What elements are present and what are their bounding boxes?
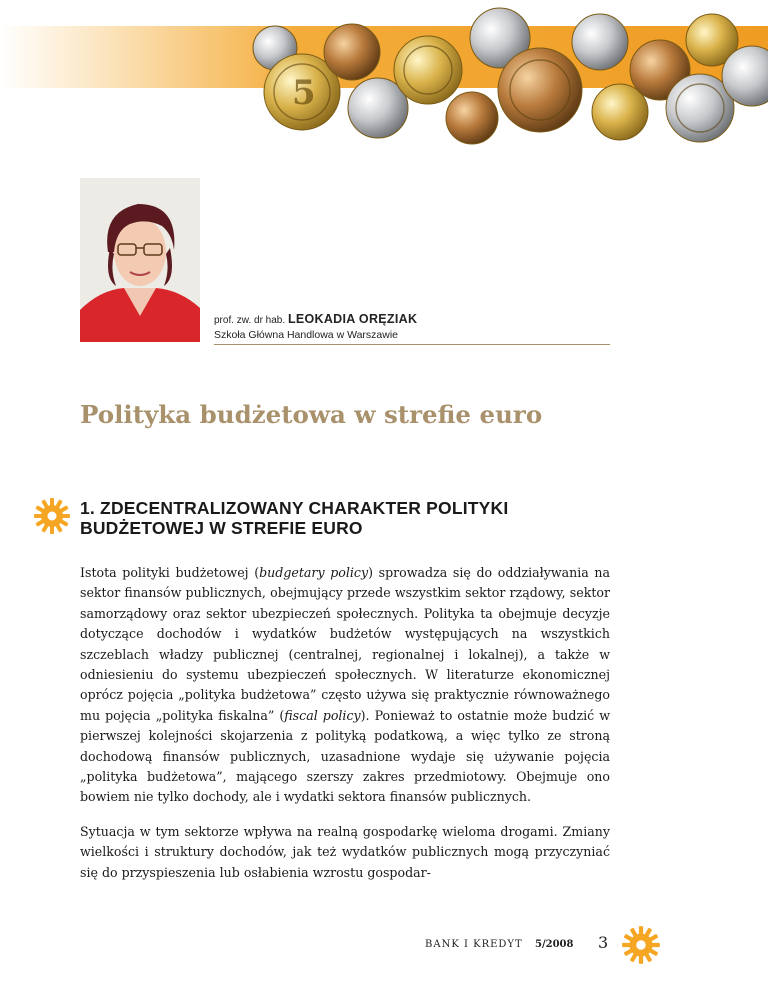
body-paragraph-2: Sytuacja w tym sektorze wpływa na realną gospodarkę wieloma drogami. Zmiany wielkości i struktury dochodów, jak też wydatków publicznych mogą przyczyniać się do przyspieszenia lub osłabienia wzrostu gospodar- <box>80 824 610 880</box>
article-title: Polityka budżetowa w strefie euro <box>80 400 543 429</box>
header-banner <box>0 0 768 150</box>
author-block <box>214 312 610 342</box>
gear-icon <box>620 924 662 966</box>
author-divider <box>214 344 610 345</box>
author-photo <box>80 178 200 342</box>
paragraph-text: ). Ponieważ to ostatnie może budzić w pierwszej kolejności skojarzenia z polityką podatkową, a więc tylko ze stroną dochodową finansów publicznych, uzasadnione wydaje się używanie pojęcia „polityka budżetowa”, mającego szerszy zakres przedmiotowy. Obejmuje ono bowiem nie tylko dochody, ale i wydatki sektora finansów publicznych. <box>80 707 610 805</box>
paragraph-text: ) sprowadza się do oddziaływania na sektor finansów publicznych, obejmujący przede wszystkim sektor rządowy, sektor samorządowy oraz sektor ubezpieczeń społecznych. Polityka ta obejmuje decyzje dotyczące dochodów i wydatków budżetów występujących na wszystkich szczeblach władzy publicznej (centralnej, regionalnej i lokalnej), a także w odniesieniu do systemu ubezpieczeń społecznych. W literaturze ekonomicznej oprócz pojęcia „polityka budżetowa” często używa się praktycznie równoważnego mu pojęcia „polityka fiskalna” ( <box>80 565 611 723</box>
paragraph-text: Istota polityki budżetowej ( <box>80 565 260 580</box>
term-budgetary-policy: budgetary policy <box>259 565 369 580</box>
author-name: LEOKADIA ORĘZIAK <box>287 312 418 326</box>
footer-issue: 5/2008 <box>535 939 574 950</box>
term-fiscal-policy: fiscal policy <box>284 707 361 723</box>
author-name-line <box>214 312 610 328</box>
gear-icon <box>32 496 72 536</box>
svg-text:5: 5 <box>292 73 316 113</box>
page-number: 3 <box>598 933 609 952</box>
coins-banner-image <box>0 0 768 150</box>
author-affiliation: Szkoła Główna Handlowa w Warszawie <box>214 329 399 341</box>
author-title-prefix: prof. zw. dr hab. <box>214 315 286 326</box>
footer-journal-name: BANK I KREDYT <box>425 939 523 950</box>
body-paragraph-1 <box>80 563 610 808</box>
section-heading: 1. ZDECENTRALIZOWANY CHARAKTER POLITYKI BUDŻETOWEJ W STREFIE EURO <box>80 498 509 538</box>
